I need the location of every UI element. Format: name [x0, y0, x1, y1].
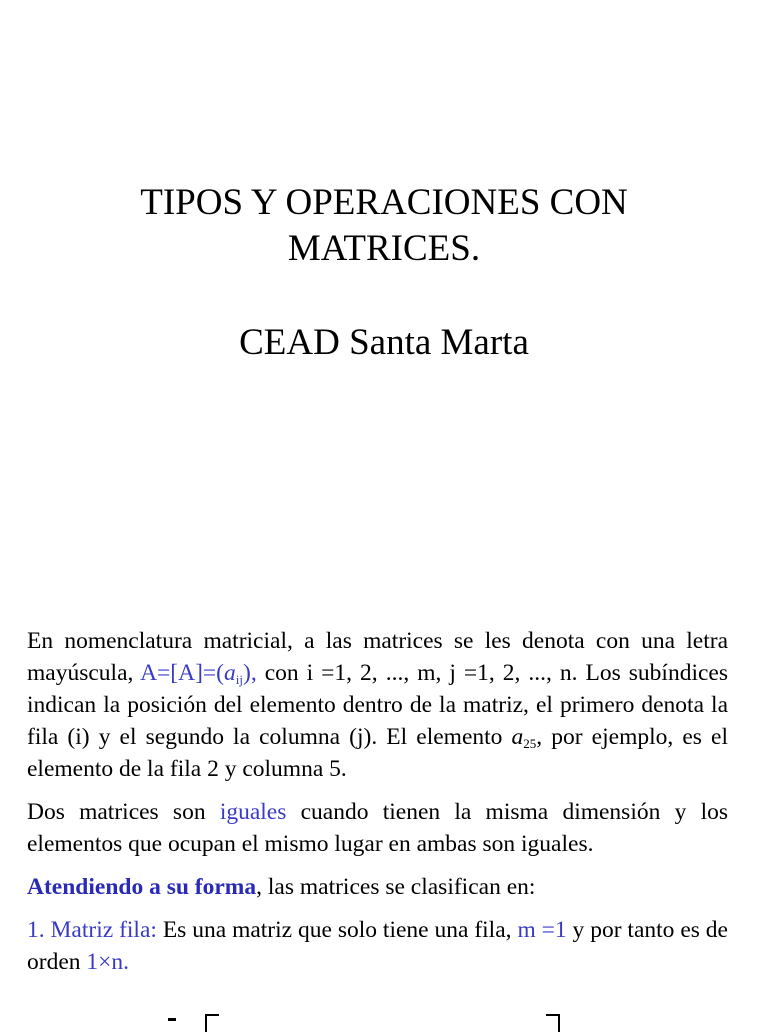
document-body	[27, 625, 728, 989]
matriz-fila-text-1: Es una matriz que solo tiene una fila,	[156, 917, 518, 943]
matrix-example-partial	[0, 1008, 768, 1024]
equality-text-1: Dos matrices son	[27, 799, 220, 825]
paragraph-nomenclature	[27, 625, 728, 785]
title-line-2: MATRICES.	[287, 228, 481, 269]
title-line-1: TIPOS Y OPERACIONES CON	[140, 182, 628, 223]
matriz-fila-order: 1×n.	[86, 949, 130, 975]
matriz-fila-condition: m =1	[517, 917, 567, 943]
nomenclature-text-3: , por ejemplo, es el elemento de la fila 2 y columna 5.	[27, 724, 728, 782]
equality-text-2: cuando tienen la misma dimensión y los elementos que ocupan el mismo lugar en ambas son iguales.	[27, 799, 728, 857]
matrix-notation-suffix: ),	[243, 660, 257, 686]
paragraph-matriz-fila	[27, 914, 728, 978]
matrix-label-fragment	[168, 1018, 176, 1021]
matrix-left-bracket	[205, 1014, 219, 1032]
classification-text: , las matrices se clasifican en:	[256, 874, 536, 900]
iguales-link[interactable]: iguales	[219, 799, 287, 825]
paragraph-equality	[27, 796, 728, 860]
nomenclature-text-2: con i =1, 2, ..., m, j =1, 2, ..., n. Los subíndices indican la posición del elemento dentro de la matriz, el primero denota la fila (i) y el segundo la columna (j). El elemento	[27, 660, 728, 750]
document-subtitle: CEAD Santa Marta	[239, 322, 529, 363]
element-sub: 25	[523, 736, 537, 751]
section-heading-forma: Atendiendo a su forma	[27, 874, 257, 900]
matriz-fila-label: 1. Matriz fila:	[27, 917, 157, 943]
matrix-notation	[140, 660, 257, 686]
nomenclature-text-1: En nomenclatura matricial, a las matrices se les denota con una letra mayúscula,	[27, 628, 728, 686]
matrix-notation-var: a	[224, 660, 236, 686]
matrix-notation-prefix: A=[A]=(	[140, 660, 225, 686]
paragraph-classification	[27, 871, 728, 903]
element-var: a	[511, 724, 524, 750]
matriz-fila-text-2: y por tanto es de orden	[27, 917, 728, 975]
matrix-right-bracket	[546, 1014, 560, 1032]
document-title	[0, 180, 768, 272]
matrix-notation-sub: ij	[235, 672, 243, 687]
